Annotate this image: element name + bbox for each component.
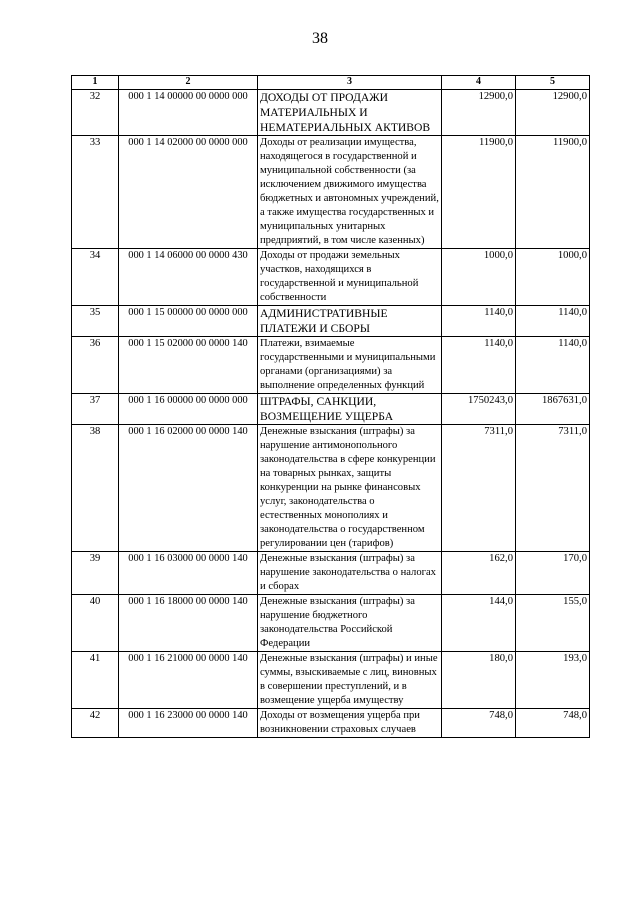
budget-code-cell: 000 1 16 21000 00 0000 140 bbox=[119, 652, 258, 709]
revenue-name-cell: Денежные взыскания (штрафы) и иные суммы, взыскиваемые с лиц, виновных в совершении преступлений, и в возмещение ущерба имуществу bbox=[258, 652, 442, 709]
table-header-row bbox=[72, 76, 590, 90]
amount-col-5-cell: 170,0 bbox=[516, 552, 590, 595]
table-body bbox=[72, 90, 590, 738]
row-number-cell: 32 bbox=[72, 90, 119, 136]
amount-col-5-cell: 1000,0 bbox=[516, 249, 590, 306]
budget-code-cell: 000 1 16 18000 00 0000 140 bbox=[119, 595, 258, 652]
amount-col-4-cell: 748,0 bbox=[442, 709, 516, 738]
header-col-4: 4 bbox=[442, 76, 516, 90]
row-number-cell: 38 bbox=[72, 425, 119, 552]
budget-code-cell: 000 1 16 02000 00 0000 140 bbox=[119, 425, 258, 552]
header-col-3: 3 bbox=[258, 76, 442, 90]
row-number-cell: 34 bbox=[72, 249, 119, 306]
table-row bbox=[72, 90, 590, 136]
amount-col-5-cell: 1140,0 bbox=[516, 306, 590, 337]
amount-col-4-cell: 12900,0 bbox=[442, 90, 516, 136]
header-col-2: 2 bbox=[119, 76, 258, 90]
amount-col-4-cell: 1750243,0 bbox=[442, 394, 516, 425]
budget-code-cell: 000 1 14 06000 00 0000 430 bbox=[119, 249, 258, 306]
table-row bbox=[72, 595, 590, 652]
amount-col-4-cell: 1140,0 bbox=[442, 306, 516, 337]
row-number-cell: 37 bbox=[72, 394, 119, 425]
amount-col-5-cell: 12900,0 bbox=[516, 90, 590, 136]
table-row bbox=[72, 394, 590, 425]
revenue-name-cell: Платежи, взимаемые государственными и муниципальными органами (организациями) за выполнение определенных функций bbox=[258, 337, 442, 394]
table-row bbox=[72, 652, 590, 709]
table-row bbox=[72, 709, 590, 738]
table-row bbox=[72, 306, 590, 337]
row-number-cell: 33 bbox=[72, 136, 119, 249]
revenue-name-cell: АДМИНИСТРАТИВНЫЕ ПЛАТЕЖИ И СБОРЫ bbox=[258, 306, 442, 337]
amount-col-4-cell: 7311,0 bbox=[442, 425, 516, 552]
row-number-cell: 42 bbox=[72, 709, 119, 738]
budget-code-cell: 000 1 14 00000 00 0000 000 bbox=[119, 90, 258, 136]
table-row bbox=[72, 337, 590, 394]
amount-col-5-cell: 155,0 bbox=[516, 595, 590, 652]
budget-code-cell: 000 1 15 00000 00 0000 000 bbox=[119, 306, 258, 337]
revenue-name-cell: Денежные взыскания (штрафы) за нарушение законодательства о налогах и сборах bbox=[258, 552, 442, 595]
header-col-1: 1 bbox=[72, 76, 119, 90]
revenue-name-cell: ДОХОДЫ ОТ ПРОДАЖИ МАТЕРИАЛЬНЫХ И НЕМАТЕРИАЛЬНЫХ АКТИВОВ bbox=[258, 90, 442, 136]
amount-col-5-cell: 7311,0 bbox=[516, 425, 590, 552]
row-number-cell: 36 bbox=[72, 337, 119, 394]
amount-col-4-cell: 162,0 bbox=[442, 552, 516, 595]
revenue-name-cell: Денежные взыскания (штрафы) за нарушение антимонопольного законодательства в сфере конкуренции на товарных рынках, защиты конкуренции на рынке финансовых услуг, законодательства о естественных монополиях и законодательства о государственном регулировании цен (тарифов) bbox=[258, 425, 442, 552]
amount-col-5-cell: 11900,0 bbox=[516, 136, 590, 249]
table-row bbox=[72, 249, 590, 306]
amount-col-4-cell: 1000,0 bbox=[442, 249, 516, 306]
row-number-cell: 41 bbox=[72, 652, 119, 709]
amount-col-5-cell: 1867631,0 bbox=[516, 394, 590, 425]
revenue-name-cell: ШТРАФЫ, САНКЦИИ, ВОЗМЕЩЕНИЕ УЩЕРБА bbox=[258, 394, 442, 425]
amount-col-4-cell: 144,0 bbox=[442, 595, 516, 652]
revenue-name-cell: Денежные взыскания (штрафы) за нарушение бюджетного законодательства Российской Федерации bbox=[258, 595, 442, 652]
amount-col-4-cell: 1140,0 bbox=[442, 337, 516, 394]
amount-col-5-cell: 193,0 bbox=[516, 652, 590, 709]
budget-code-cell: 000 1 15 02000 00 0000 140 bbox=[119, 337, 258, 394]
budget-code-cell: 000 1 16 00000 00 0000 000 bbox=[119, 394, 258, 425]
revenue-table bbox=[71, 75, 590, 738]
row-number-cell: 35 bbox=[72, 306, 119, 337]
amount-col-4-cell: 11900,0 bbox=[442, 136, 516, 249]
row-number-cell: 40 bbox=[72, 595, 119, 652]
amount-col-5-cell: 1140,0 bbox=[516, 337, 590, 394]
revenue-name-cell: Доходы от продажи земельных участков, находящихся в государственной и муниципальной собственности bbox=[258, 249, 442, 306]
revenue-name-cell: Доходы от реализации имущества, находящегося в государственной и муниципальной собственности (за исключением движимого имущества бюджетных и автономных учреждений, а также имущества государственных и муниципальных унитарных предприятий, в том числе казенных) bbox=[258, 136, 442, 249]
table-row bbox=[72, 552, 590, 595]
page-number: 38 bbox=[312, 30, 328, 47]
amount-col-4-cell: 180,0 bbox=[442, 652, 516, 709]
header-col-5: 5 bbox=[516, 76, 590, 90]
table-row bbox=[72, 136, 590, 249]
table-row bbox=[72, 425, 590, 552]
revenue-name-cell: Доходы от возмещения ущерба при возникновении страховых случаев bbox=[258, 709, 442, 738]
budget-code-cell: 000 1 16 23000 00 0000 140 bbox=[119, 709, 258, 738]
budget-code-cell: 000 1 16 03000 00 0000 140 bbox=[119, 552, 258, 595]
row-number-cell: 39 bbox=[72, 552, 119, 595]
budget-code-cell: 000 1 14 02000 00 0000 000 bbox=[119, 136, 258, 249]
amount-col-5-cell: 748,0 bbox=[516, 709, 590, 738]
